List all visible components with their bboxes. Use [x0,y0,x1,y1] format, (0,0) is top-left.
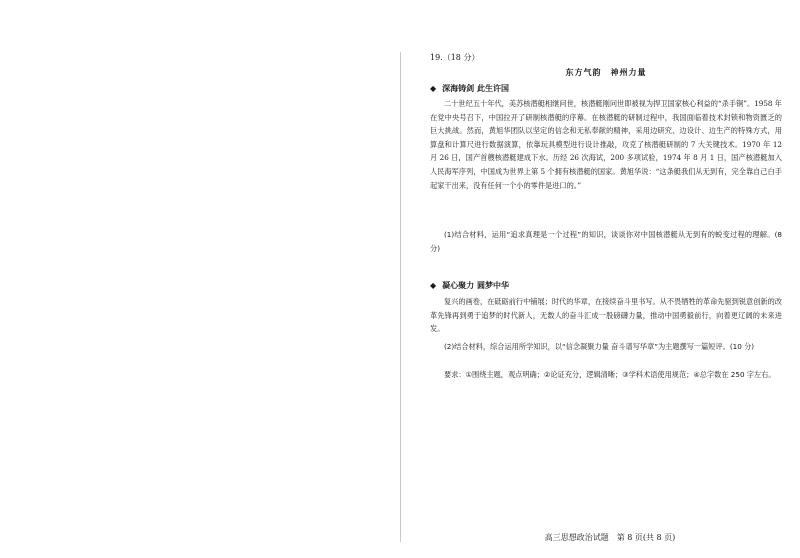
section2-material: 复兴的画卷，在砥砺前行中铺展；时代的华章，在接续奋斗里书写。从不畏牺牲的革命先驱到锐意创新的改革先锋再到勇于追梦的时代新人，无数人的奋斗汇成一股磅礴力量，推动中国勇毅前行，向着更辽阔的未来进发。 [430,297,782,334]
section2-task: (2)结合材料，综合运用所学知识，以“信念凝聚力量 奋斗谱写华章”为主题撰写一篇短评。(10 分) [444,342,755,351]
question-number: 19.（18 分） [430,53,480,62]
section1-heading-text: 深海铸剑 此生许国 [442,84,509,93]
question-title: 东方气韵 神州力量 [565,68,647,77]
diamond-bullet-icon: ◆ [430,84,437,93]
section2-heading [430,280,509,291]
section2-requirements: 要求：①围绕主题，观点明确；②论证充分，逻辑清晰；③学科术语使用规范；④总字数在 250 字左右。 [444,370,776,379]
page-footer: 高三思想政治试题 第 8 页(共 8 页) [544,533,676,542]
diamond-bullet-icon: ◆ [430,281,437,290]
section1-task: (1)结合材料，运用“追求真理是一个过程”的知识，谈谈你对中国核潜艇从无到有的蜕变过程的理解。(8 分) [430,230,782,253]
section1-material: 二十世纪五十年代，美苏核潜艇相继问世，核潜艇刚问世即被视为捍卫国家核心利益的“杀手锏”。1958 年在党中央号召下，中国拉开了研制核潜艇的序幕。在核潜艇的研制过程中，我国面临着技术封锁和物资匮乏的巨大挑战。然而，黄旭华团队以坚定的信念和无私奉献的精神，采用边研究、边设计、边生产的特殊方式，用算盘和计算尺进行数据演算，依靠玩具模型进行设计推敲，攻克了核潜艇研制的 7 大关键技术。1970 年 12 月 26 日，国产首艘核潜艇建成下水。历经 26 次海试，200 多项试验，1974 年 8 月 1 日，国产核潜艇加入人民海军序列，中国成为世界上第 5 个拥有核潜艇的国家。黄旭华说：“这条艇我们从无到有，完全靠自己白手起家干出来，没有任何一个小的零件是进口的。” [430,99,782,190]
section2-heading-text: 凝心聚力 圆梦中华 [442,281,509,290]
section1-heading [430,83,509,94]
page-divider [400,52,401,542]
